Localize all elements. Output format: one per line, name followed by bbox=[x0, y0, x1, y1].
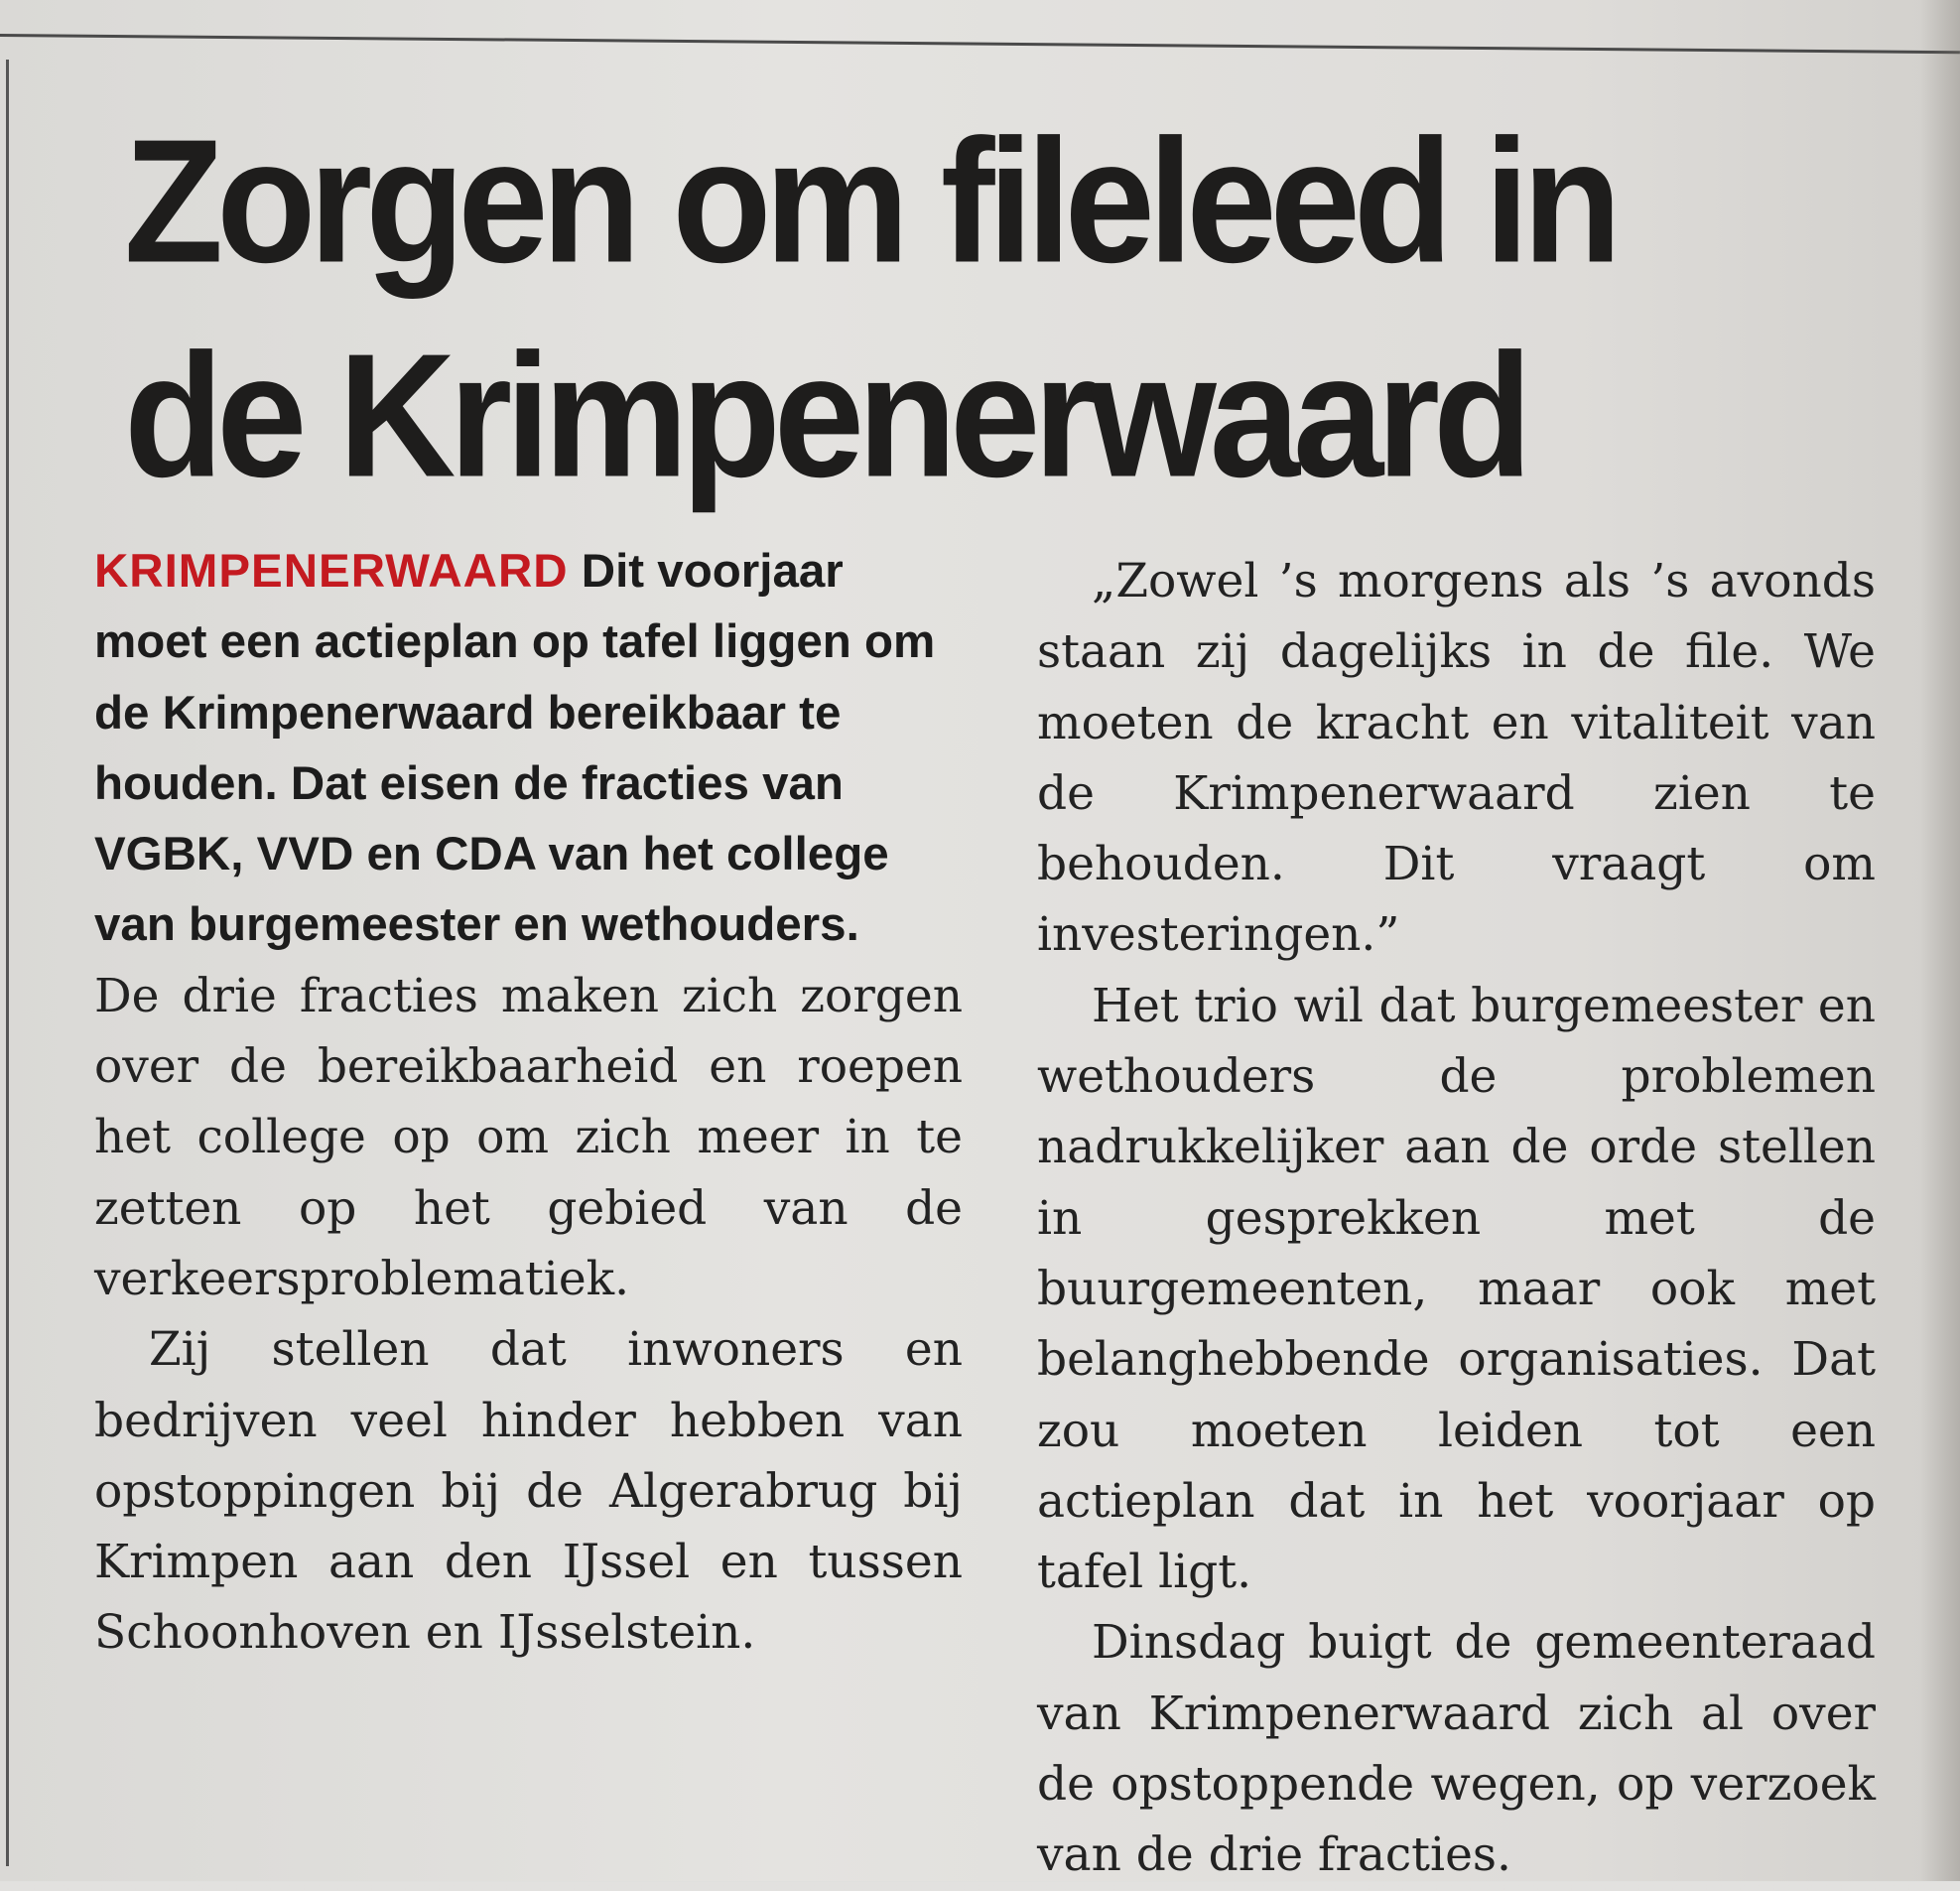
headline-line-1: Zorgen om fileleed in bbox=[124, 102, 1616, 300]
top-rule bbox=[0, 34, 1960, 54]
body-paragraph: Zij stellen dat inwoners en bedrijven veel hinder hebben van opstoppingen bij de Algerabrug bij Krimpen aan den IJssel en tussen Schoonhoven en IJsselstein. bbox=[94, 1322, 963, 1661]
body-paragraph: Dinsdag buigt de gemeenteraad van Krimpenerwaard zich al over de opstoppende wegen, op verzoek van de drie fracties. bbox=[1037, 1615, 1876, 1883]
body-paragraph: „Zowel ’s morgens als ’s avonds staan zij dagelijks in de file. We moeten de kracht en vitaliteit van de Krimpenerwaard zien te behouden. Dit vraagt om investeringen.” bbox=[1037, 554, 1876, 963]
body-paragraph: De drie fracties maken zich zorgen over de bereikbaarheid en roepen het college op om zich meer in te zetten op het gebied van de verkeersproblematiek. bbox=[94, 968, 963, 1306]
headline-line-2: de Krimpenerwaard bbox=[124, 317, 1526, 514]
headline bbox=[124, 94, 1831, 523]
left-column-rule bbox=[6, 60, 9, 1866]
page-edge-shadow bbox=[1920, 0, 1960, 1881]
article-column-right bbox=[1037, 546, 1876, 1891]
lead-paragraph bbox=[94, 536, 963, 961]
lead-text: Dit voorjaar moet een actieplan op tafel liggen om de Krimpenerwaard bereikbaar te houden. Dat eisen de fracties van VGBK, VVD en CDA van het college van burgemeester en wethouders. bbox=[94, 545, 936, 952]
article-column-left bbox=[94, 536, 963, 1669]
body-paragraph: Het trio wil dat burgemeester en wethouders de problemen nadrukkelijker aan de orde stellen in gesprekken met de buurgemeenten, maar ook met belanghebbende organisaties. Dat zou moeten leiden tot een actieplan dat in het voorjaar op tafel ligt. bbox=[1037, 978, 1876, 1600]
dateline: KRIMPENERWAARD bbox=[94, 545, 569, 598]
